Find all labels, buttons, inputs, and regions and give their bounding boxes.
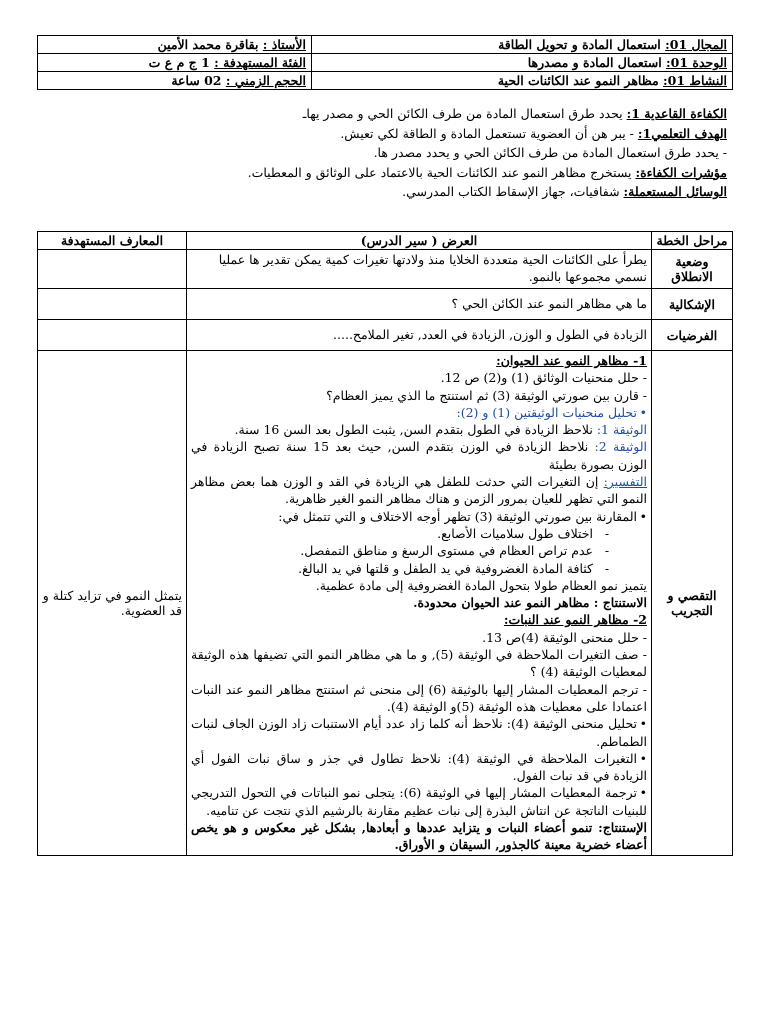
- instruction: - حلل منحنيات الوثائق (1) و(2) ص 12.: [440, 370, 647, 386]
- list-item: - اختلاف طول سلاميات الأصابع.: [191, 525, 647, 542]
- table-row: [38, 351, 733, 856]
- phase-cell: التقصي و التجريب: [652, 351, 733, 856]
- activity-cell: النشاط 01: مظاهر النمو عند الكائنات الحية: [312, 72, 733, 90]
- instruction: - حلل منحنى الوثيقة (4)ص 13.: [482, 629, 647, 645]
- teacher-cell: الأستاذ : بقاقرة محمد الأمين: [38, 36, 312, 54]
- header-table: [37, 35, 733, 90]
- presentation-cell: [187, 351, 652, 856]
- table-header-row: [38, 232, 733, 250]
- phase-header: مراحل الخطة: [652, 232, 733, 250]
- conclusion-2: الإستنتاج: تنمو أعضاء النبات و يتزايد عددها و أبعادها, بشكل غير معكوس و هو يخص أعضاء خضرية معينة كالجذور, السيقان و الأوراق.: [191, 820, 647, 853]
- instruction: - ترجم المعطيات المشار إليها بالوثيقة (6) إلى منحنى ثم استنتج مظاهر النمو عند النبات اعتمادا على معطيات هذه الوثيقة (5)و الوثيقة (4).: [191, 681, 647, 714]
- presentation-cell: يطرأ على الكائنات الحية متعددة الخلايا منذ ولادتها تغيرات كمية يمكن تقدير ها عمليا نسمي مجموعها بالنمو.: [187, 250, 652, 289]
- knowledge-cell: [38, 250, 187, 289]
- knowledge-cell: [38, 320, 187, 351]
- analysis-heading: • تحليل منحنيات الوثيقتين (1) و (2):: [191, 404, 647, 421]
- domain-cell: المجال 01: استعمال المادة و تحويل الطاقة: [312, 36, 733, 54]
- list-item: يتميز نمو العظام طولا بتحول المادة الغضروفية إلى مادة عظمية.: [315, 577, 647, 593]
- list-item: - كثافة المادة الغضروفية في يد الطفل و قلتها في يد البالغ.: [191, 560, 647, 577]
- table-row: [38, 250, 733, 289]
- plant-analysis: • ترجمة المعطيات المشار إليها في الوثيقة (6): يتجلى نمو النباتات في التحول التدريجي للبنيات الناتجة عن انتاش البذرة إلى نبات عظيم مقارنة بالرشيم الذي نتجت عن تناميه.: [191, 784, 647, 819]
- presentation-header: العرض ( سير الدرس): [187, 232, 652, 250]
- instruction: - قارن بين صورتي الوثيقة (3) ثم استنتج ما الذي يميز العظام؟: [326, 387, 647, 403]
- base-competency: الكفاءة القاعدية 1: يحدد طرق استعمال المادة من طرف الكائن الحي و مصدر يهاـ: [302, 106, 727, 121]
- lesson-table: [37, 231, 733, 856]
- learning-goal-2: - يحدد طرق استعمال المادة من طرف الكائن الحي و يحدد مصدر ها.: [373, 145, 727, 160]
- tools-used: الوسائل المستعملة: شفافيات، جهاز الإسقاط الكتاب المدرسي.: [402, 184, 727, 199]
- duration-cell: الحجم الزمني : 02 ساعة: [38, 72, 312, 90]
- intro-section: [37, 104, 727, 202]
- conclusion-1: الاستنتاج : مظاهر النمو عند الحيوان محدودة.: [413, 595, 647, 611]
- plant-analysis: • التغيرات الملاحظة في الوثيقة (4): نلاحظ تطاول في جذر و ساق نبات الفول أي الزيادة في قد نبات الفول.: [191, 750, 647, 785]
- section-1-title: 1- مظاهر النمو عند الحيوان:: [496, 353, 647, 368]
- table-row: [38, 320, 733, 351]
- doc-2-analysis: الوثيقة 2: نلاحظ الزيادة في الوزن بتقدم السن, حيث بعد 15 سنة تصبح الزيادة في الوزن بصورة بطيئة: [191, 439, 647, 472]
- explanation: التفسير: إن التغيرات التي حدثت للطفل هي الزيادة في القد و الوزن هما بعض مظاهر النمو التي تظهر للعيان بمرور الزمن و هناك مظاهر النمو الغير ظاهرية.: [191, 474, 647, 507]
- doc-1-analysis: الوثيقة 1: نلاحظ الزيادة في الطول بتقدم السن, يثبت الطول بعد السن 16 سنة.: [234, 422, 647, 438]
- phase-cell: الإشكالية: [652, 289, 733, 320]
- instruction: - صف التغيرات الملاحظة في الوثيقة (5), و ما هي مظاهر النمو التي تضيفها هذه الوثيقة لمعطيات الوثيقة (4) ؟: [191, 647, 648, 680]
- competency-indicators: مؤشرات الكفاءة: يستخرج مظاهر النمو عند الكائنات الحية بالاعتماد على الوثائق و المعطيات.: [247, 164, 727, 180]
- phase-cell: الفرضيات: [652, 320, 733, 351]
- list-item: - عدم تراص العظام في مستوى الرسغ و مناطق التمفصل.: [191, 542, 647, 559]
- knowledge-cell: [38, 289, 187, 320]
- plant-analysis: • تحليل منحنى الوثيقة (4): نلاحظ أنه كلما زاد عدد أيام الاستنبات زاد الوزن الجاف لنبات الطماطم.: [191, 715, 647, 750]
- header-row: [38, 72, 733, 90]
- target-class-cell: الفئة المستهدفة : 1 ج م ع ت: [38, 54, 312, 72]
- phase-cell: وضعية الانطلاق: [652, 250, 733, 289]
- presentation-cell: ما هي مظاهر النمو عند الكائن الحي ؟: [187, 289, 652, 320]
- header-row: [38, 36, 733, 54]
- comparison: • المقارنة بين صورتي الوثيقة (3) تظهر أوجه الاختلاف و التي تتمثل في:: [191, 508, 647, 525]
- table-row: [38, 289, 733, 320]
- section-2-title: 2- مظاهر النمو عند النبات:: [503, 612, 647, 628]
- learning-goal: الهدف التعلمي1: - يبر هن أن العضوية تستعمل المادة و الطاقة لكي تعيش.: [340, 125, 727, 141]
- knowledge-header: المعارف المستهدفة: [38, 232, 187, 250]
- unit-cell: الوحدة 01: استعمال المادة و مصدرها: [312, 54, 733, 72]
- presentation-cell: الزيادة في الطول و الوزن, الزيادة في العدد, تغير الملامح.....: [187, 320, 652, 351]
- knowledge-cell: يتمثل النمو في تزايد كتلة و قد العضوية.: [38, 351, 187, 856]
- header-row: [38, 54, 733, 72]
